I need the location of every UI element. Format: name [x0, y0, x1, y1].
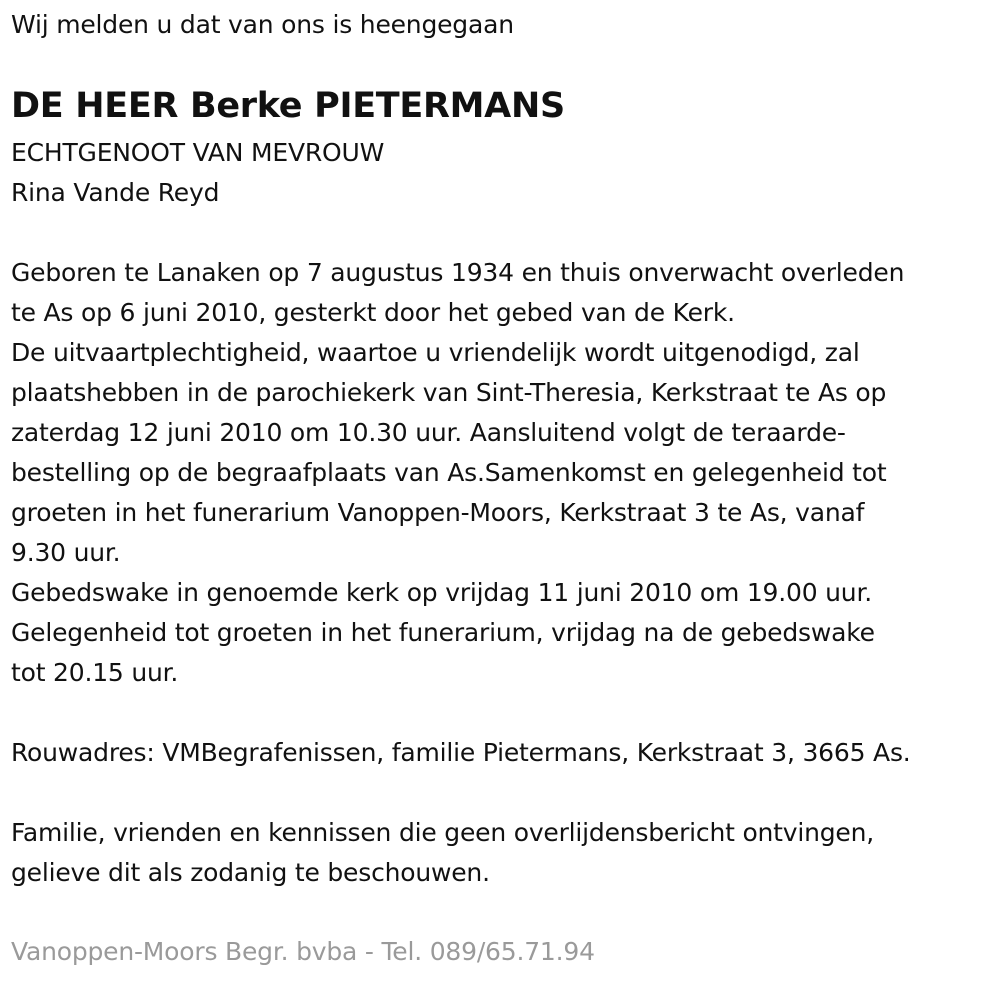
- body-line: te As op 6 juni 2010, gesterkt door het gebed van de Kerk.: [11, 298, 735, 327]
- closing-line: gelieve dit als zodanig te beschouwen.: [11, 858, 490, 887]
- body-line: zaterdag 12 juni 2010 om 10.30 uur. Aansluitend volgt de teraarde-: [11, 418, 846, 447]
- body-line: 9.30 uur.: [11, 538, 121, 567]
- body-line: tot 20.15 uur.: [11, 658, 179, 687]
- body-line: Gebedswake in genoemde kerk op vrijdag 11 juni 2010 om 19.00 uur.: [11, 578, 872, 607]
- body-line: Geboren te Lanaken op 7 augustus 1934 en thuis onverwacht overleden: [11, 258, 905, 287]
- body-line: bestelling op de begraafplaats van As.Samenkomst en gelegenheid tot: [11, 458, 887, 487]
- spouse-label: ECHTGENOOT VAN MEVROUW: [11, 138, 385, 167]
- body-line: Gelegenheid tot groeten in het funerarium, vrijdag na de gebedswake: [11, 618, 875, 647]
- deceased-name: DE HEER Berke PIETERMANS: [11, 86, 565, 126]
- intro-text: Wij melden u dat van ons is heengegaan: [11, 10, 514, 39]
- closing-line: Familie, vrienden en kennissen die geen overlijdensbericht ontvingen,: [11, 818, 875, 847]
- funeral-home-footer: Vanoppen-Moors Begr. bvba - Tel. 089/65.71.94: [11, 937, 595, 966]
- body-line: groeten in het funerarium Vanoppen-Moors, Kerkstraat 3 te As, vanaf: [11, 498, 865, 527]
- mourning-address: Rouwadres: VMBegrafenissen, familie Pietermans, Kerkstraat 3, 3665 As.: [11, 738, 911, 767]
- body-line: De uitvaartplechtigheid, waartoe u vriendelijk wordt uitgenodigd, zal: [11, 338, 860, 367]
- spouse-name: Rina Vande Reyd: [11, 178, 220, 207]
- body-line: plaatshebben in de parochiekerk van Sint-Theresia, Kerkstraat te As op: [11, 378, 887, 407]
